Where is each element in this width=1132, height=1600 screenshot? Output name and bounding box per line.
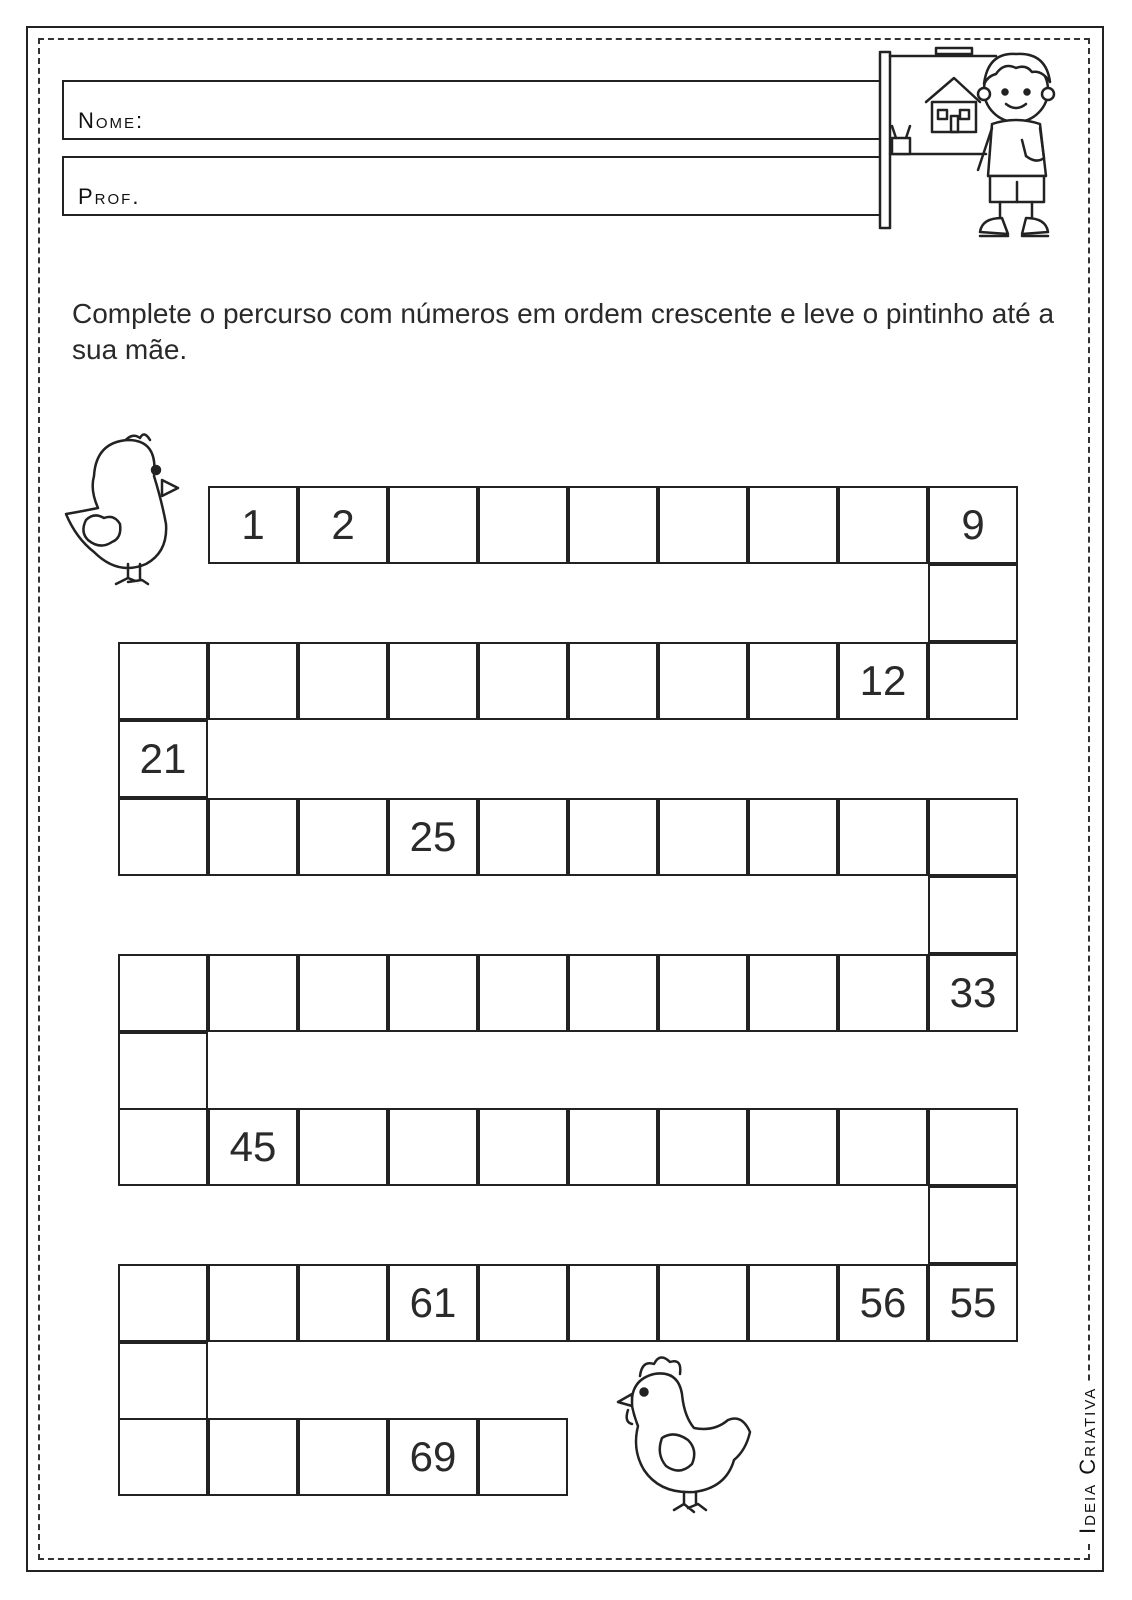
instruction-text: Complete o percurso com números em ordem crescente e leve o pintinho até a sua mãe. (72, 298, 1055, 365)
path-cell-2: 2 (298, 486, 388, 564)
path-cell-empty[interactable] (928, 1108, 1018, 1186)
path-cell-empty[interactable] (928, 642, 1018, 720)
path-cell-empty[interactable] (388, 642, 478, 720)
path-cell-empty[interactable] (748, 798, 838, 876)
path-cell-61: 61 (388, 1264, 478, 1342)
path-cell-empty[interactable] (748, 1108, 838, 1186)
path-cell-empty[interactable] (118, 1108, 208, 1186)
path-cell-empty[interactable] (208, 954, 298, 1032)
path-cell-56: 56 (838, 1264, 928, 1342)
path-cell-25: 25 (388, 798, 478, 876)
path-cell-empty[interactable] (118, 954, 208, 1032)
path-cell-9: 9 (928, 486, 1018, 564)
path-cell-33: 33 (928, 954, 1018, 1032)
path-cell-empty[interactable] (118, 642, 208, 720)
path-cell-empty[interactable] (298, 1108, 388, 1186)
path-cell-empty[interactable] (208, 798, 298, 876)
path-cell-12: 12 (838, 642, 928, 720)
watermark-text: Ideia Criativa (1075, 1381, 1101, 1540)
path-cell-empty[interactable] (298, 954, 388, 1032)
path-cell-empty[interactable] (478, 954, 568, 1032)
path-cell-empty[interactable] (118, 1032, 208, 1110)
path-cell-empty[interactable] (118, 1342, 208, 1420)
path-cell-empty[interactable] (208, 642, 298, 720)
path-cell-empty[interactable] (928, 1186, 1018, 1264)
path-cell-empty[interactable] (838, 954, 928, 1032)
path-cell-empty[interactable] (748, 954, 838, 1032)
chick-icon (58, 428, 188, 594)
path-cell-empty[interactable] (928, 564, 1018, 642)
path-cell-empty[interactable] (658, 1108, 748, 1186)
path-cell-55: 55 (928, 1264, 1018, 1342)
path-cell-empty[interactable] (568, 1264, 658, 1342)
path-cell-empty[interactable] (838, 798, 928, 876)
path-cell-empty[interactable] (658, 642, 748, 720)
path-cell-empty[interactable] (298, 1264, 388, 1342)
path-cell-empty[interactable] (208, 1264, 298, 1342)
path-cell-empty[interactable] (478, 486, 568, 564)
path-cell-empty[interactable] (658, 798, 748, 876)
path-cell-empty[interactable] (748, 642, 838, 720)
path-cell-empty[interactable] (388, 486, 478, 564)
path-cell-empty[interactable] (118, 1264, 208, 1342)
hen-icon (610, 1354, 760, 1516)
path-cell-empty[interactable] (658, 486, 748, 564)
path-cell-empty[interactable] (658, 954, 748, 1032)
path-cell-empty[interactable] (568, 798, 658, 876)
path-cell-empty[interactable] (748, 1264, 838, 1342)
path-cell-empty[interactable] (388, 1108, 478, 1186)
path-cell-45: 45 (208, 1108, 298, 1186)
teacher-field[interactable] (62, 156, 888, 216)
name-label: Nome: (78, 108, 145, 133)
path-cell-empty[interactable] (478, 1264, 568, 1342)
path-cell-empty[interactable] (118, 798, 208, 876)
path-cell-empty[interactable] (838, 1108, 928, 1186)
path-cell-empty[interactable] (838, 486, 928, 564)
path-cell-empty[interactable] (928, 798, 1018, 876)
path-cell-21: 21 (118, 720, 208, 798)
path-cell-empty[interactable] (118, 1418, 208, 1496)
path-cell-empty[interactable] (478, 1108, 568, 1186)
path-cell-empty[interactable] (388, 954, 478, 1032)
path-cell-empty[interactable] (478, 642, 568, 720)
path-cell-empty[interactable] (568, 954, 658, 1032)
path-cell-empty[interactable] (568, 642, 658, 720)
path-cell-empty[interactable] (928, 876, 1018, 954)
boy-at-easel-icon (876, 46, 1066, 246)
path-cell-empty[interactable] (568, 486, 658, 564)
path-cell-empty[interactable] (568, 1108, 658, 1186)
path-cell-empty[interactable] (298, 1418, 388, 1496)
path-cell-empty[interactable] (658, 1264, 748, 1342)
name-field[interactable] (62, 80, 888, 140)
teacher-label: Prof. (78, 184, 141, 209)
path-cell-empty[interactable] (478, 798, 568, 876)
path-cell-empty[interactable] (298, 642, 388, 720)
path-cell-empty[interactable] (208, 1418, 298, 1496)
path-cell-empty[interactable] (478, 1418, 568, 1496)
path-cell-1: 1 (208, 486, 298, 564)
path-cell-empty[interactable] (298, 798, 388, 876)
path-cell-empty[interactable] (748, 486, 838, 564)
path-cell-69: 69 (388, 1418, 478, 1496)
